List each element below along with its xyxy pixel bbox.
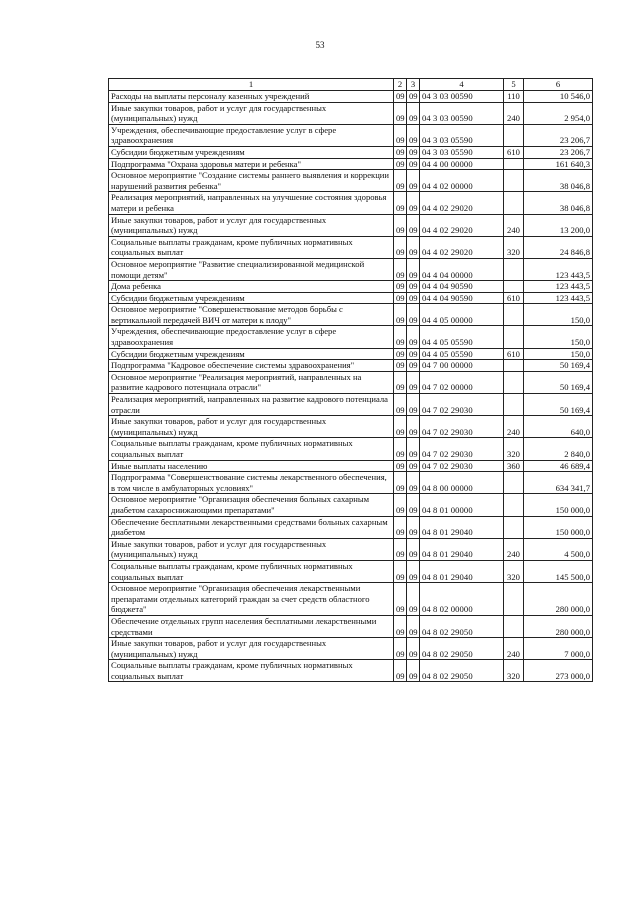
row-name-cell: Иные закупки товаров, работ и услуг для государственных (муниципальных) нужд (109, 214, 394, 236)
budget-table (108, 78, 593, 682)
row-name-cell: Иные закупки товаров, работ и услуг для государственных (муниципальных) нужд (109, 538, 394, 560)
row-name-cell: Основное мероприятие "Совершенствование методов борьбы с вертикальной передачей ВИЧ от матери к плоду" (109, 304, 394, 326)
row-section-cell: 09 (394, 236, 407, 258)
row-amount-cell: 50 169,4 (524, 394, 593, 416)
table-row (109, 538, 593, 560)
row-subsection-cell: 09 (407, 192, 420, 214)
row-expense-type-cell (504, 371, 524, 393)
row-section-cell: 09 (394, 170, 407, 192)
row-target-code-cell: 04 4 00 00000 (420, 158, 504, 170)
row-amount-cell: 150,0 (524, 348, 593, 360)
row-section-cell: 09 (394, 538, 407, 560)
row-target-code-cell: 04 8 01 00000 (420, 494, 504, 516)
row-section-cell: 09 (394, 102, 407, 124)
row-subsection-cell: 09 (407, 583, 420, 616)
row-target-code-cell: 04 4 02 29020 (420, 214, 504, 236)
row-target-code-cell: 04 7 00 00000 (420, 360, 504, 372)
row-section-cell: 09 (394, 326, 407, 348)
row-target-code-cell: 04 7 02 29030 (420, 394, 504, 416)
row-expense-type-cell (504, 472, 524, 494)
row-amount-cell: 640,0 (524, 416, 593, 438)
row-subsection-cell: 09 (407, 460, 420, 472)
row-amount-cell: 123 443,5 (524, 292, 593, 304)
row-section-cell: 09 (394, 371, 407, 393)
row-subsection-cell: 09 (407, 91, 420, 103)
row-amount-cell: 150 000,0 (524, 516, 593, 538)
table-row (109, 214, 593, 236)
row-name-cell: Иные закупки товаров, работ и услуг для государственных (муниципальных) нужд (109, 638, 394, 660)
row-target-code-cell: 04 3 03 00590 (420, 91, 504, 103)
row-expense-type-cell: 240 (504, 102, 524, 124)
table-row (109, 516, 593, 538)
row-expense-type-cell (504, 304, 524, 326)
row-name-cell: Дома ребенка (109, 281, 394, 293)
row-target-code-cell: 04 4 04 90590 (420, 281, 504, 293)
row-subsection-cell: 09 (407, 638, 420, 660)
page-number: 53 (315, 40, 325, 50)
row-section-cell: 09 (394, 460, 407, 472)
row-amount-cell: 38 046,8 (524, 192, 593, 214)
row-amount-cell: 123 443,5 (524, 258, 593, 280)
row-name-cell: Основное мероприятие "Создание системы раннего выявления и коррекции нарушений развития ребенка" (109, 170, 394, 192)
row-name-cell: Социальные выплаты гражданам, кроме публичных нормативных социальных выплат (109, 438, 394, 460)
row-target-code-cell: 04 7 02 00000 (420, 371, 504, 393)
row-target-code-cell: 04 8 02 29050 (420, 660, 504, 682)
row-target-code-cell: 04 7 02 29030 (420, 438, 504, 460)
row-expense-type-cell: 610 (504, 292, 524, 304)
table-row (109, 360, 593, 372)
row-amount-cell: 7 000,0 (524, 638, 593, 660)
row-amount-cell: 46 689,4 (524, 460, 593, 472)
row-name-cell: Основное мероприятие "Организация обеспечения больных сахарным диабетом сахароснижающими препаратами" (109, 494, 394, 516)
row-name-cell: Иные закупки товаров, работ и услуг для государственных (муниципальных) нужд (109, 102, 394, 124)
table-row (109, 416, 593, 438)
row-subsection-cell: 09 (407, 538, 420, 560)
row-subsection-cell: 09 (407, 214, 420, 236)
row-amount-cell: 38 046,8 (524, 170, 593, 192)
row-target-code-cell: 04 8 01 29040 (420, 560, 504, 582)
row-amount-cell: 50 169,4 (524, 371, 593, 393)
row-name-cell: Иные закупки товаров, работ и услуг для государственных (муниципальных) нужд (109, 416, 394, 438)
row-amount-cell: 2 954,0 (524, 102, 593, 124)
row-expense-type-cell: 320 (504, 560, 524, 582)
row-expense-type-cell: 320 (504, 660, 524, 682)
row-subsection-cell: 09 (407, 258, 420, 280)
row-expense-type-cell (504, 326, 524, 348)
row-amount-cell: 123 443,5 (524, 281, 593, 293)
row-expense-type-cell: 240 (504, 638, 524, 660)
table-row (109, 124, 593, 146)
row-section-cell: 09 (394, 615, 407, 637)
row-expense-type-cell (504, 158, 524, 170)
row-name-cell: Субсидии бюджетным учреждениям (109, 292, 394, 304)
row-amount-cell: 280 000,0 (524, 615, 593, 637)
row-name-cell: Реализация мероприятий, направленных на развитие кадрового потенциала отрасли (109, 394, 394, 416)
row-subsection-cell: 09 (407, 560, 420, 582)
row-section-cell: 09 (394, 438, 407, 460)
row-amount-cell: 10 546,0 (524, 91, 593, 103)
row-subsection-cell: 09 (407, 170, 420, 192)
column-header-5: 5 (504, 79, 524, 91)
row-name-cell: Основное мероприятие "Реализация мероприятий, направленных на развитие кадрового потенциала отрасли" (109, 371, 394, 393)
row-section-cell: 09 (394, 292, 407, 304)
row-amount-cell: 2 840,0 (524, 438, 593, 460)
row-name-cell: Обеспечение бесплатными лекарственными средствами больных сахарным диабетом (109, 516, 394, 538)
row-amount-cell: 23 206,7 (524, 146, 593, 158)
row-amount-cell: 280 000,0 (524, 583, 593, 616)
row-section-cell: 09 (394, 304, 407, 326)
row-section-cell: 09 (394, 560, 407, 582)
row-subsection-cell: 09 (407, 281, 420, 293)
row-target-code-cell: 04 4 05 00000 (420, 304, 504, 326)
row-name-cell: Подпрограмма "Охрана здоровья матери и ребенка" (109, 158, 394, 170)
row-target-code-cell: 04 8 02 00000 (420, 583, 504, 616)
table-row (109, 91, 593, 103)
row-subsection-cell: 09 (407, 146, 420, 158)
row-section-cell: 09 (394, 91, 407, 103)
table-row (109, 615, 593, 637)
table-row (109, 304, 593, 326)
row-section-cell: 09 (394, 516, 407, 538)
table-row (109, 371, 593, 393)
table-header-row (109, 79, 593, 91)
row-expense-type-cell (504, 192, 524, 214)
row-name-cell: Основное мероприятие "Организация обеспечения лекарственными препаратами отдельных категорий граждан за счет средств областного бюджета" (109, 583, 394, 616)
row-section-cell: 09 (394, 583, 407, 616)
row-target-code-cell: 04 4 05 05590 (420, 348, 504, 360)
row-target-code-cell: 04 8 02 29050 (420, 638, 504, 660)
row-expense-type-cell (504, 516, 524, 538)
row-expense-type-cell: 320 (504, 236, 524, 258)
row-expense-type-cell: 610 (504, 146, 524, 158)
row-name-cell: Обеспечение отдельных групп населения бесплатными лекарственными средствами (109, 615, 394, 637)
row-target-code-cell: 04 8 02 29050 (420, 615, 504, 637)
row-subsection-cell: 09 (407, 326, 420, 348)
row-expense-type-cell: 240 (504, 538, 524, 560)
row-subsection-cell: 09 (407, 348, 420, 360)
row-target-code-cell: 04 3 03 00590 (420, 102, 504, 124)
column-header-3: 3 (407, 79, 420, 91)
row-amount-cell: 150,0 (524, 326, 593, 348)
row-section-cell: 09 (394, 348, 407, 360)
row-expense-type-cell (504, 583, 524, 616)
table-row (109, 102, 593, 124)
column-header-2: 2 (394, 79, 407, 91)
row-name-cell: Учреждения, обеспечивающие предоставление услуг в сфере здравоохранения (109, 124, 394, 146)
table-row (109, 236, 593, 258)
row-name-cell: Подпрограмма "Кадровое обеспечение системы здравоохранения" (109, 360, 394, 372)
row-expense-type-cell: 110 (504, 91, 524, 103)
row-subsection-cell: 09 (407, 615, 420, 637)
table-row (109, 472, 593, 494)
table-row (109, 638, 593, 660)
row-subsection-cell: 09 (407, 102, 420, 124)
row-target-code-cell: 04 4 02 29020 (420, 192, 504, 214)
row-section-cell: 09 (394, 472, 407, 494)
row-section-cell: 09 (394, 124, 407, 146)
row-target-code-cell: 04 4 05 05590 (420, 326, 504, 348)
row-expense-type-cell (504, 394, 524, 416)
column-header-4: 4 (420, 79, 504, 91)
row-subsection-cell: 09 (407, 472, 420, 494)
row-name-cell: Иные выплаты населению (109, 460, 394, 472)
row-expense-type-cell: 360 (504, 460, 524, 472)
row-expense-type-cell (504, 360, 524, 372)
table-row (109, 146, 593, 158)
table-row (109, 158, 593, 170)
row-subsection-cell: 09 (407, 394, 420, 416)
row-expense-type-cell (504, 615, 524, 637)
row-expense-type-cell: 240 (504, 416, 524, 438)
row-amount-cell: 23 206,7 (524, 124, 593, 146)
row-section-cell: 09 (394, 214, 407, 236)
row-expense-type-cell (504, 258, 524, 280)
row-target-code-cell: 04 8 00 00000 (420, 472, 504, 494)
row-section-cell: 09 (394, 360, 407, 372)
row-target-code-cell: 04 4 02 00000 (420, 170, 504, 192)
row-name-cell: Учреждения, обеспечивающие предоставление услуг в сфере здравоохранения (109, 326, 394, 348)
row-amount-cell: 4 500,0 (524, 538, 593, 560)
row-section-cell: 09 (394, 394, 407, 416)
row-amount-cell: 150 000,0 (524, 494, 593, 516)
row-name-cell: Социальные выплаты гражданам, кроме публичных нормативных социальных выплат (109, 236, 394, 258)
row-section-cell: 09 (394, 660, 407, 682)
row-expense-type-cell (504, 281, 524, 293)
row-target-code-cell: 04 7 02 29030 (420, 416, 504, 438)
row-subsection-cell: 09 (407, 158, 420, 170)
row-subsection-cell: 09 (407, 360, 420, 372)
row-amount-cell: 273 000,0 (524, 660, 593, 682)
row-section-cell: 09 (394, 494, 407, 516)
row-expense-type-cell: 240 (504, 214, 524, 236)
row-subsection-cell: 09 (407, 516, 420, 538)
row-name-cell: Расходы на выплаты персоналу казенных учреждений (109, 91, 394, 103)
table-row (109, 192, 593, 214)
row-target-code-cell: 04 4 04 90590 (420, 292, 504, 304)
row-target-code-cell: 04 4 02 29020 (420, 236, 504, 258)
row-name-cell: Реализация мероприятий, направленных на улучшение состояния здоровья матери и ребенка (109, 192, 394, 214)
table-row (109, 281, 593, 293)
row-expense-type-cell: 320 (504, 438, 524, 460)
row-name-cell: Субсидии бюджетным учреждениям (109, 348, 394, 360)
table-row (109, 494, 593, 516)
row-subsection-cell: 09 (407, 292, 420, 304)
row-target-code-cell: 04 3 03 05590 (420, 124, 504, 146)
row-target-code-cell: 04 4 04 00000 (420, 258, 504, 280)
table-row (109, 438, 593, 460)
row-section-cell: 09 (394, 281, 407, 293)
row-section-cell: 09 (394, 416, 407, 438)
column-header-6: 6 (524, 79, 593, 91)
table-row (109, 258, 593, 280)
row-subsection-cell: 09 (407, 438, 420, 460)
row-section-cell: 09 (394, 258, 407, 280)
table-row (109, 660, 593, 682)
column-header-1: 1 (109, 79, 394, 91)
table-row (109, 394, 593, 416)
row-target-code-cell: 04 7 02 29030 (420, 460, 504, 472)
row-name-cell: Основное мероприятие "Развитие специализированной медицинской помощи детям" (109, 258, 394, 280)
row-expense-type-cell (504, 494, 524, 516)
row-target-code-cell: 04 8 01 29040 (420, 516, 504, 538)
row-target-code-cell: 04 3 03 05590 (420, 146, 504, 158)
row-name-cell: Социальные выплаты гражданам, кроме публичных нормативных социальных выплат (109, 660, 394, 682)
row-target-code-cell: 04 8 01 29040 (420, 538, 504, 560)
row-subsection-cell: 09 (407, 371, 420, 393)
row-amount-cell: 150,0 (524, 304, 593, 326)
row-amount-cell: 24 846,8 (524, 236, 593, 258)
row-amount-cell: 13 200,0 (524, 214, 593, 236)
row-section-cell: 09 (394, 638, 407, 660)
table-row (109, 292, 593, 304)
row-amount-cell: 634 341,7 (524, 472, 593, 494)
table-row (109, 348, 593, 360)
table-row (109, 326, 593, 348)
row-subsection-cell: 09 (407, 494, 420, 516)
table-row (109, 583, 593, 616)
row-section-cell: 09 (394, 158, 407, 170)
row-subsection-cell: 09 (407, 124, 420, 146)
row-subsection-cell: 09 (407, 236, 420, 258)
table-row (109, 460, 593, 472)
row-section-cell: 09 (394, 146, 407, 158)
row-subsection-cell: 09 (407, 416, 420, 438)
row-name-cell: Социальные выплаты гражданам, кроме публичных нормативных социальных выплат (109, 560, 394, 582)
row-section-cell: 09 (394, 192, 407, 214)
row-expense-type-cell (504, 124, 524, 146)
table-row (109, 170, 593, 192)
row-name-cell: Субсидии бюджетным учреждениям (109, 146, 394, 158)
row-subsection-cell: 09 (407, 660, 420, 682)
row-amount-cell: 50 169,4 (524, 360, 593, 372)
table-row (109, 560, 593, 582)
row-expense-type-cell (504, 170, 524, 192)
row-amount-cell: 145 500,0 (524, 560, 593, 582)
row-name-cell: Подпрограмма "Совершенствование системы лекарственного обеспечения, в том числе в амбулаторных условиях" (109, 472, 394, 494)
row-amount-cell: 161 640,3 (524, 158, 593, 170)
row-subsection-cell: 09 (407, 304, 420, 326)
row-expense-type-cell: 610 (504, 348, 524, 360)
